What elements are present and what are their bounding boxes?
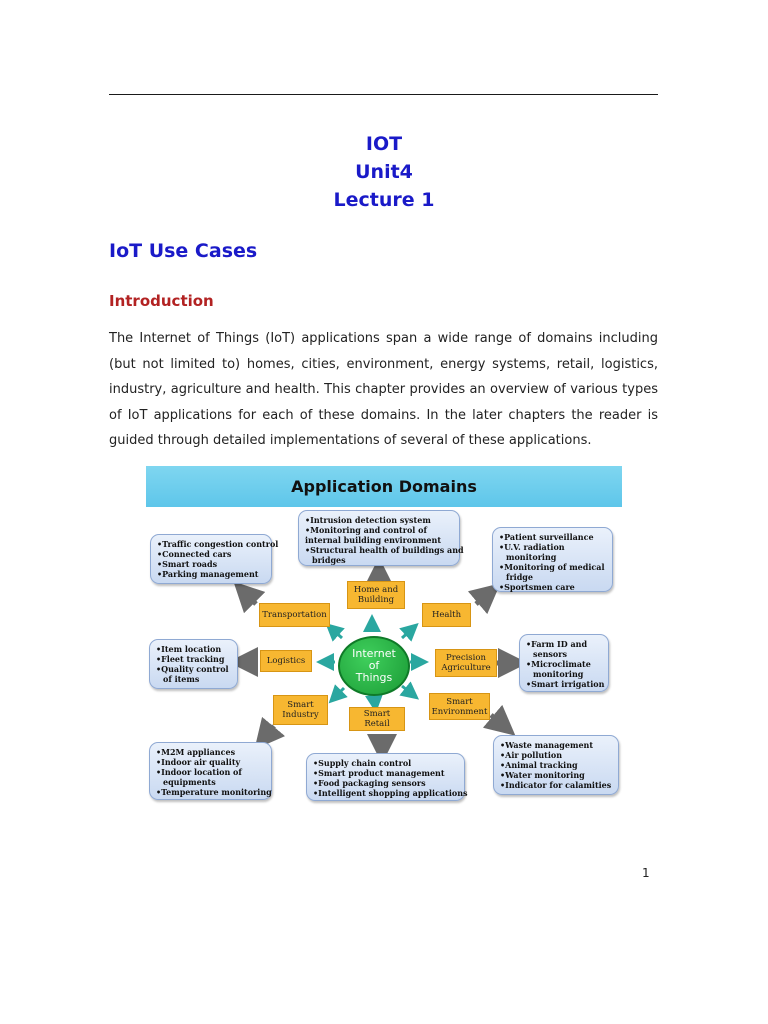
arrow-industry — [264, 726, 274, 738]
box-smart-retail: •Supply chain control •Smart product management •Food packaging sensors •Intelligent shopping applications — [306, 753, 465, 801]
tag-smart-retail: Smart Retail — [349, 707, 405, 731]
tag-home-building: Home and Building — [347, 581, 405, 609]
tag-logistics: Logistics — [260, 650, 312, 672]
section-heading: IoT Use Cases — [109, 240, 258, 262]
center-arrow-transportation — [332, 629, 342, 638]
box-health: •Patient surveillance •U.V. radiation monitoring •Monitoring of medical fridge •Sportsmen care — [492, 527, 613, 592]
tag-smart-industry: Smart Industry — [273, 695, 328, 725]
tag-smart-environment: Smart Environment — [429, 693, 490, 720]
arrow-health — [476, 593, 489, 604]
center-arrow-health — [402, 629, 412, 638]
box-logistics: •Item location •Fleet tracking •Quality control of items — [149, 639, 238, 689]
box-home-building: •Intrusion detection system •Monitoring and control of internal building environment •Structural health of buildings and bridges — [298, 510, 460, 566]
lecture-title — [0, 130, 768, 214]
center-arrow-retail — [374, 695, 375, 704]
top-rule — [109, 94, 658, 95]
arrow-environment — [491, 715, 504, 726]
intro-paragraph: The Internet of Things (IoT) applications span a wide range of domains including (but not limited to) homes, cities, environment, energy systems, retail, logistics, industry, agriculture and health. This chapter provides an overview of various types of IoT applications for each of these domains. In the later chapters the reader is guided through detailed implementations of several of these applications. — [109, 331, 658, 448]
application-domains-diagram — [146, 466, 622, 806]
title-course: IOT — [365, 133, 403, 155]
center-arrow-environment — [402, 686, 412, 694]
box-transportation: •Traffic congestion control •Connected cars •Smart roads •Parking management — [150, 534, 272, 584]
box-smart-environment: •Waste management •Air pollution •Animal tracking •Water monitoring •Indicator for calamities — [493, 735, 619, 795]
arrow-transportation — [244, 592, 256, 604]
tag-precision-agriculture: Precision Agriculture — [435, 649, 497, 677]
title-lecture: Lecture 1 — [333, 189, 435, 211]
title-unit: Unit4 — [355, 161, 413, 183]
tag-health: Health — [422, 603, 471, 627]
tag-transportation: Transportation — [259, 603, 330, 627]
box-precision-agriculture: •Farm ID and sensors •Microclimate monitoring •Smart irrigation — [519, 634, 609, 692]
internet-of-things-hub: Internet of Things — [338, 636, 410, 696]
page-number: 1 — [642, 866, 650, 880]
diagram-title: Application Domains — [291, 477, 477, 496]
center-arrow-industry — [335, 688, 344, 697]
box-smart-industry: •M2M appliances •Indoor air quality •Indoor location of equipments •Temperature monitoring — [149, 742, 272, 800]
sub-heading: Introduction — [109, 292, 214, 310]
